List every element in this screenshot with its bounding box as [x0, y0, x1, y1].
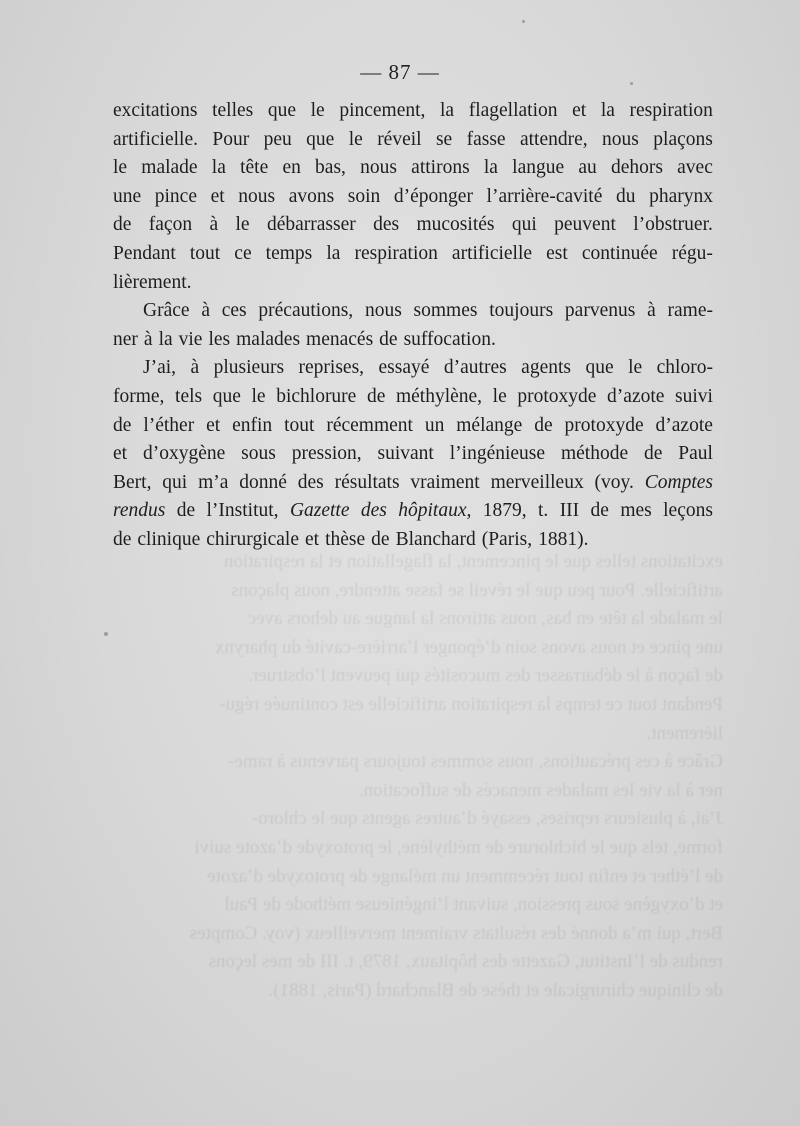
text-line: forme, tels que le bichlorure de méthylène, le protoxyde d’azote suivi — [113, 385, 713, 407]
text-line: artificielle. Pour peu que le réveil se fasse attendre, nous plaçons — [113, 128, 713, 150]
text-line: de façon à le débarrasser des mucosités qui peuvent l’obstruer. — [113, 214, 713, 236]
text-line: ner à la vie les malades menacés de suffocation. — [113, 328, 496, 350]
paper-speck — [522, 20, 525, 23]
text-line: le malade la tête en bas, nous attirons la langue au dehors avec — [113, 157, 713, 179]
text-line: rendus de l’Institut, Gazette des hôpitaux, 1879, t. III de mes leçons — [113, 500, 713, 522]
text-line: de clinique chirurgicale et thèse de Blanchard (Paris, 1881). — [113, 528, 589, 550]
text-line: une pince et nous avons soin d’éponger l’arrière-cavité du pharynx — [113, 185, 713, 207]
text-line: excitations telles que le pincement, la flagellation et la respiration — [113, 100, 713, 121]
text-line: et d’oxygène sous pression, suivant l’ingénieuse méthode de Paul — [113, 443, 713, 465]
text-line: de l’éther et enfin tout récemment un mélange de protoxyde d’azote — [113, 414, 713, 436]
text-line: Bert, qui m’a donné des résultats vraiment merveilleux (voy. Comptes — [113, 471, 713, 493]
paper-speck — [630, 82, 633, 85]
text-line: lièrement. — [113, 271, 192, 293]
page-number: — 87 — — [360, 60, 440, 84]
text-line: J’ai, à plusieurs reprises, essayé d’autres agents que le chloro- — [143, 357, 713, 379]
bleed-through-texture: excitations telles que le pincement, la flagellation et la respiration artificielle. Pour peu que le réveil se fasse attendre, nous plaçons le malade la tête en bas, nous attirons la langue au dehors avec une pince et nous avons soin d’éponger l’arrière-cavité du pharynx de façon à le débarrasser des mucosités qui peuvent l’obstruer. Pendant tout ce temps la respiration artificielle est continuée régu- lièrement. Grâce à ces précautions, nous sommes toujours parvenus à rame- ner à la vie les malades menacés de suffocation. J’ai, à plusieurs reprises, essayé d’autres agents que le chloro- forme, tels que le bichlorure de méthylène, le protoxyde d’azote suivi de l’éther et enfin tout récemment un mélange de protoxyde d’azote et d’oxygène sous pression, suivant l’ingénieuse méthode de Paul Bert, qui m’a donné des résultats vraiment merveilleux (voy. Comptes rendus de l’Institut, Gazette des hôpitaux, 1879, t. III de mes leçons de clinique chirurgicale et thèse de Blanchard (Paris, 1881). — [189, 551, 723, 1001]
body-text — [113, 97, 713, 555]
paper-speck — [104, 632, 108, 636]
text-line: Pendant tout ce temps la respiration artificielle est continuée régu- — [113, 242, 713, 264]
text-line: Grâce à ces précautions, nous sommes toujours parvenus à rame- — [143, 300, 713, 322]
